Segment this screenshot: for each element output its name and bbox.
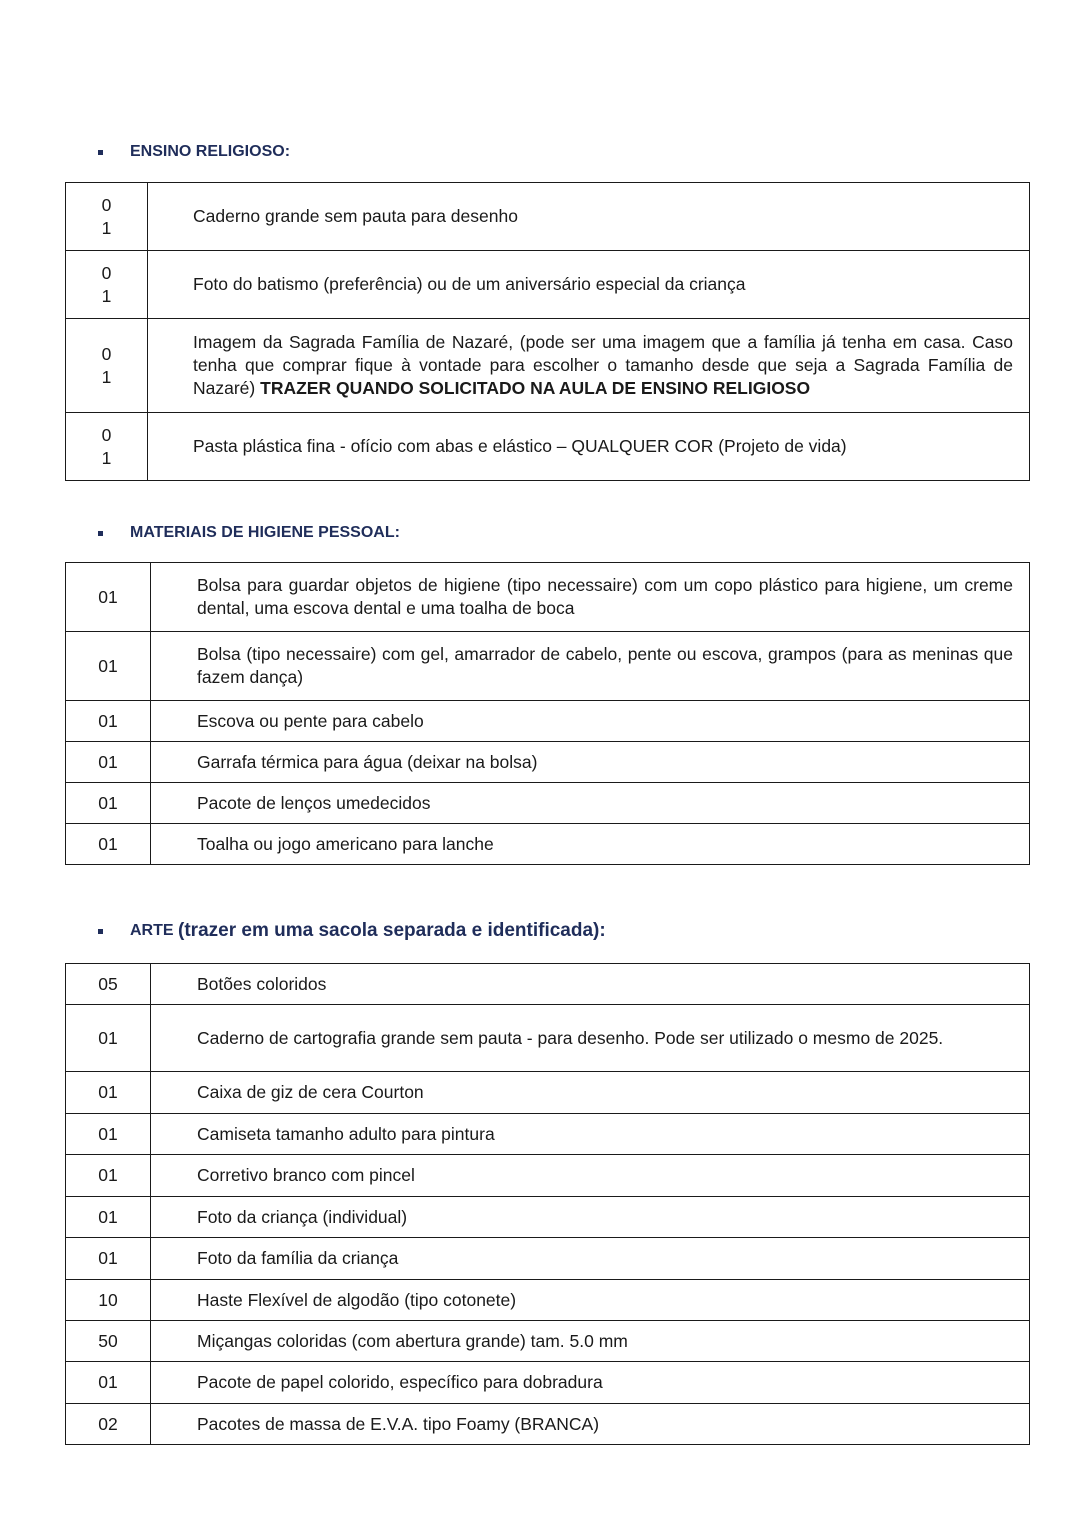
section-title-arte [98,920,606,942]
table-row [66,1321,1030,1362]
desc-cell: Caixa de giz de cera Courton [151,1072,1030,1114]
desc-bold-text: TRAZER QUANDO SOLICITADO NA AULA DE ENSINO RELIGIOSO [260,378,811,398]
table-row [66,1005,1030,1072]
table-row [66,1404,1030,1445]
qty-cell: 01 [66,824,151,865]
qty-cell: 01 [66,1362,151,1404]
table-higiene [65,562,1030,865]
qty-cell: 01 [66,1197,151,1238]
qty-cell: 01 [66,632,151,701]
table-row [66,183,1030,251]
desc-cell: Camiseta tamanho adulto para pintura [151,1114,1030,1155]
qty-cell: 0 1 [66,251,148,319]
desc-cell: Pasta plástica fina - ofício com abas e elástico – QUALQUER COR (Projeto de vida) [148,413,1030,481]
qty-cell: 01 [66,783,151,824]
qty-cell: 01 [66,1072,151,1114]
qty-cell: 05 [66,964,151,1005]
desc-cell: Escova ou pente para cabelo [151,701,1030,742]
table-row [66,413,1030,481]
desc-cell: Garrafa térmica para água (deixar na bolsa) [151,742,1030,783]
desc-cell: Foto da criança (individual) [151,1197,1030,1238]
section-title-text: MATERIAIS DE HIGIENE PESSOAL: [130,524,400,541]
section-title-higiene [98,524,400,542]
desc-cell: Foto do batismo (preferência) ou de um aniversário especial da criança [148,251,1030,319]
table-row [66,1114,1030,1155]
table-row [66,251,1030,319]
table-row [66,319,1030,413]
table-row [66,964,1030,1005]
qty-cell: 10 [66,1280,151,1321]
bullet-icon [98,929,103,934]
table-row [66,701,1030,742]
desc-cell: Bolsa para guardar objetos de higiene (tipo necessaire) com um copo plástico para higiene, um creme dental, uma escova dental e uma toalha de boca [151,563,1030,632]
table-arte [65,963,1030,1445]
desc-cell: Caderno grande sem pauta para desenho [148,183,1030,251]
qty-cell: 0 1 [66,319,148,413]
qty-cell: 01 [66,742,151,783]
qty-cell: 01 [66,563,151,632]
section-title-ensino-religioso [98,143,290,161]
section-title-text: (trazer em uma sacola separada e identificada): [178,920,606,941]
table-row [66,1362,1030,1404]
desc-cell: Pacote de papel colorido, específico para dobradura [151,1362,1030,1404]
desc-cell [148,319,1030,413]
qty-cell: 0 1 [66,183,148,251]
qty-cell: 01 [66,1114,151,1155]
desc-cell: Caderno de cartografia grande sem pauta - para desenho. Pode ser utilizado o mesmo de 2025. [151,1005,1030,1072]
bullet-icon [98,150,103,155]
table-ensino-religioso [65,182,1030,481]
qty-cell: 50 [66,1321,151,1362]
desc-cell: Bolsa (tipo necessaire) com gel, amarrador de cabelo, pente ou escova, grampos (para as meninas que fazem dança) [151,632,1030,701]
table-row [66,1238,1030,1280]
desc-cell: Miçangas coloridas (com abertura grande) tam. 5.0 mm [151,1321,1030,1362]
desc-cell: Haste Flexível de algodão (tipo cotonete) [151,1280,1030,1321]
table-row [66,824,1030,865]
table-row [66,742,1030,783]
qty-cell: 01 [66,1005,151,1072]
qty-cell: 02 [66,1404,151,1445]
desc-text: Imagem da Sagrada Família de Nazaré, (pode ser uma imagem que a família já tenha em casa. Caso tenha que comprar fique à vontade para escolher o tamanho desde que seja a Sagrada Família de Nazaré) [193,332,1013,398]
qty-cell: 01 [66,1155,151,1197]
section-title-prefix: ARTE [130,922,174,939]
bullet-icon [98,531,103,536]
qty-cell: 0 1 [66,413,148,481]
qty-cell: 01 [66,701,151,742]
table-row [66,1280,1030,1321]
table-row [66,1197,1030,1238]
table-row [66,783,1030,824]
table-row [66,1072,1030,1114]
section-title-text: ENSINO RELIGIOSO: [130,143,291,160]
desc-cell: Pacotes de massa de E.V.A. tipo Foamy (BRANCA) [151,1404,1030,1445]
qty-cell: 01 [66,1238,151,1280]
desc-cell: Toalha ou jogo americano para lanche [151,824,1030,865]
desc-cell: Pacote de lenços umedecidos [151,783,1030,824]
desc-cell: Botões coloridos [151,964,1030,1005]
table-row [66,1155,1030,1197]
desc-cell: Foto da família da criança [151,1238,1030,1280]
desc-cell: Corretivo branco com pincel [151,1155,1030,1197]
table-row [66,632,1030,701]
table-row [66,563,1030,632]
